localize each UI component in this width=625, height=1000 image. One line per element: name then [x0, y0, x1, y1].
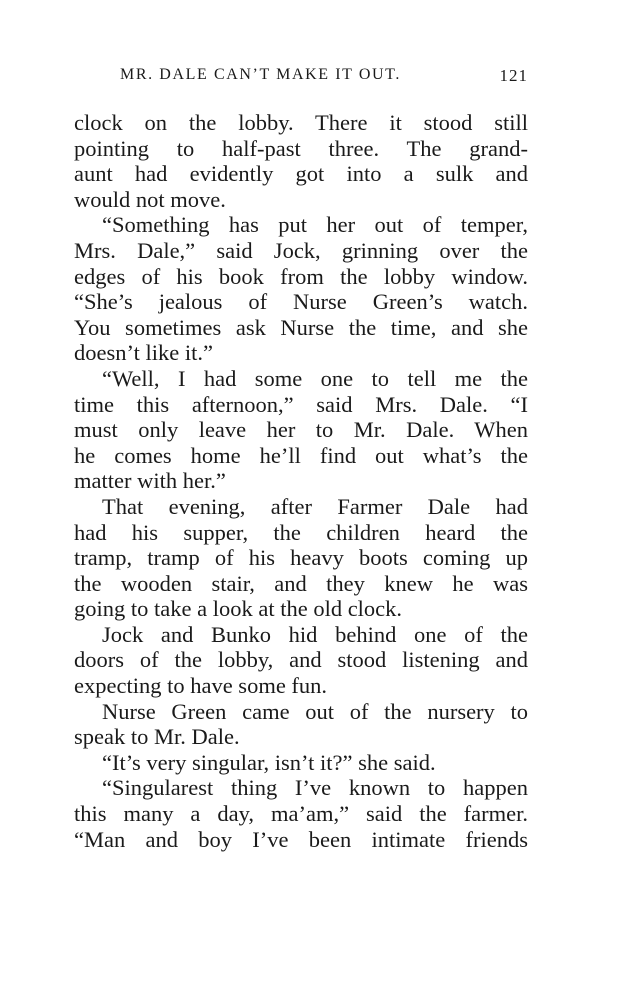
text-line: “She’s jealous of Nurse Green’s watch. [74, 289, 528, 315]
paragraph [74, 775, 528, 852]
text-line: edges of his book from the lobby window. [74, 263, 528, 289]
text-line: You sometimes ask Nurse the time, and she [74, 314, 528, 340]
running-title: MR. DALE CAN’T MAKE IT OUT. [120, 66, 401, 83]
text-line: Jock and Bunko hid behind one of the [102, 621, 528, 647]
paragraph [74, 110, 528, 212]
text-line: “Singularest thing I’ve known to happen [102, 775, 528, 801]
text-line: matter with her.” [74, 468, 226, 494]
text-line: speak to Mr. Dale. [74, 724, 240, 750]
text-line: clock on the lobby. There it stood still [74, 110, 528, 135]
text-line: time this afternoon,” said Mrs. Dale. “I [74, 391, 528, 417]
text-line: had his supper, the children heard the [74, 519, 528, 545]
body-text [74, 110, 528, 852]
text-line: expecting to have some fun. [74, 673, 328, 699]
text-line: “Well, I had some one to tell me the [102, 365, 528, 391]
paragraph [74, 212, 528, 366]
paragraph [74, 750, 528, 776]
running-head [74, 66, 528, 90]
text-line: Nurse Green came out of the nursery to [102, 698, 528, 724]
text-line: this many a day, ma’am,” said the farmer. [74, 801, 528, 827]
text-line: going to take a look at the old clock. [74, 596, 403, 622]
page-number: 121 [499, 66, 528, 85]
text-line: must only leave her to Mr. Dale. When [74, 417, 528, 443]
text-line: “It’s very singular, isn’t it?” she said. [102, 749, 436, 775]
text-line: doesn’t like it.” [74, 340, 213, 366]
text-line: That evening, after Farmer Dale had [102, 493, 528, 519]
text-line: would not move. [74, 186, 226, 212]
text-line: Mrs. Dale,” said Jock, grinning over the [74, 237, 528, 263]
text-line: tramp, tramp of his heavy boots coming up [74, 545, 528, 571]
paragraph [74, 366, 528, 494]
text-line: “Man and boy I’ve been intimate friends [74, 826, 528, 852]
text-line: aunt had evidently got into a sulk and [74, 161, 528, 187]
paragraph [74, 699, 528, 750]
text-line: “Something has put her out of temper, [102, 212, 528, 238]
text-line: doors of the lobby, and stood listening and [74, 647, 528, 673]
text-line: he comes home he’ll find out what’s the [74, 442, 528, 468]
text-line: the wooden stair, and they knew he was [74, 570, 528, 596]
paragraph [74, 622, 528, 699]
paragraph [74, 494, 528, 622]
text-line: pointing to half-past three. The grand- [74, 135, 528, 161]
